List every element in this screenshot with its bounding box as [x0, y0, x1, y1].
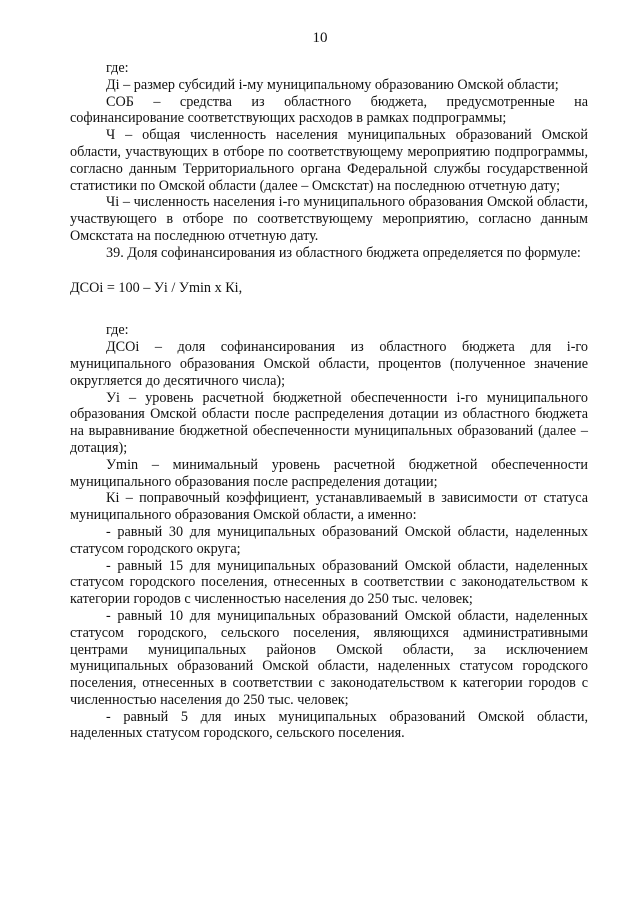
definition-sob: СОБ – средства из областного бюджета, предусмотренные на софинансирование соответствующих расходов в рамках подпрограммы; — [70, 93, 588, 127]
definition-ymin: Уmin – минимальный уровень расчетной бюджетной обеспеченности муниципального образования после распределения дотации; — [70, 456, 588, 490]
page-number: 10 — [312, 30, 328, 46]
paragraph-39: 39. Доля софинансирования из областного бюджета определяется по формуле: — [106, 244, 581, 261]
definition-ch: Ч – общая численность населения муниципальных образований Омской области, участвующих в отборе по соответствующему мероприятию подпрограммы, согласно данным Территориального органа Федеральной службы государственной статистики по Омской области (далее – Омскстат) на последнюю отчетную дату; — [70, 127, 588, 194]
formula: ДСОi = 100 – Уi / Уmin x Кi, — [70, 279, 243, 296]
definition-ki: Кi – поправочный коэффициент, устанавливаемый в зависимости от статуса муниципального образования Омской области, а именно: — [70, 490, 588, 524]
list-item: - равный 15 для муниципальных образований Омской области, наделенных статусом городского поселения, отнесенных в соответствии с законодательством к категории городов с численностью населения до 250 тыс. человек; — [70, 557, 588, 608]
list-item: - равный 5 для иных муниципальных образований Омской области, наделенных статусом городского, сельского поселения. — [70, 708, 588, 742]
definition-yi: Уi – уровень расчетной бюджетной обеспеченности i-го муниципального образования Омской области после распределения дотации из областного бюджета на выравнивание бюджетной обеспеченности муниципальных образований (далее – дотация); — [70, 389, 588, 456]
definition-chi: Чi – численность населения i-го муниципального образования Омской области, участвующего в отборе по соответствующему мероприятию, согласно данным Омскстата на последнюю отчетную дату. — [70, 194, 588, 244]
definition-dsoi: ДСОi – доля софинансирования из областного бюджета для i-го муниципального образования Омской области, процентов (полученное значение округляется до десятичного числа); — [70, 339, 588, 389]
where-label: где: — [106, 322, 129, 339]
document-body — [70, 60, 588, 742]
spacer — [70, 296, 588, 322]
where-label: где: — [106, 60, 129, 76]
definition-di: Дi – размер субсидий i-му муниципальному образованию Омской области; — [106, 76, 559, 93]
list-item: - равный 10 для муниципальных образований Омской области, наделенных статусом городского, сельского поселения, являющихся административными центрами муниципальных районов Омской области, за исключением муниципальных образований Омской области, наделенных статусом городского поселения, отнесенных в соответствии с законодательством к категории городов с численностью населения до 250 тыс. человек; — [70, 607, 588, 708]
spacer — [70, 262, 588, 280]
list-item: - равный 30 для муниципальных образований Омской области, наделенных статусом городского округа; — [70, 523, 588, 557]
